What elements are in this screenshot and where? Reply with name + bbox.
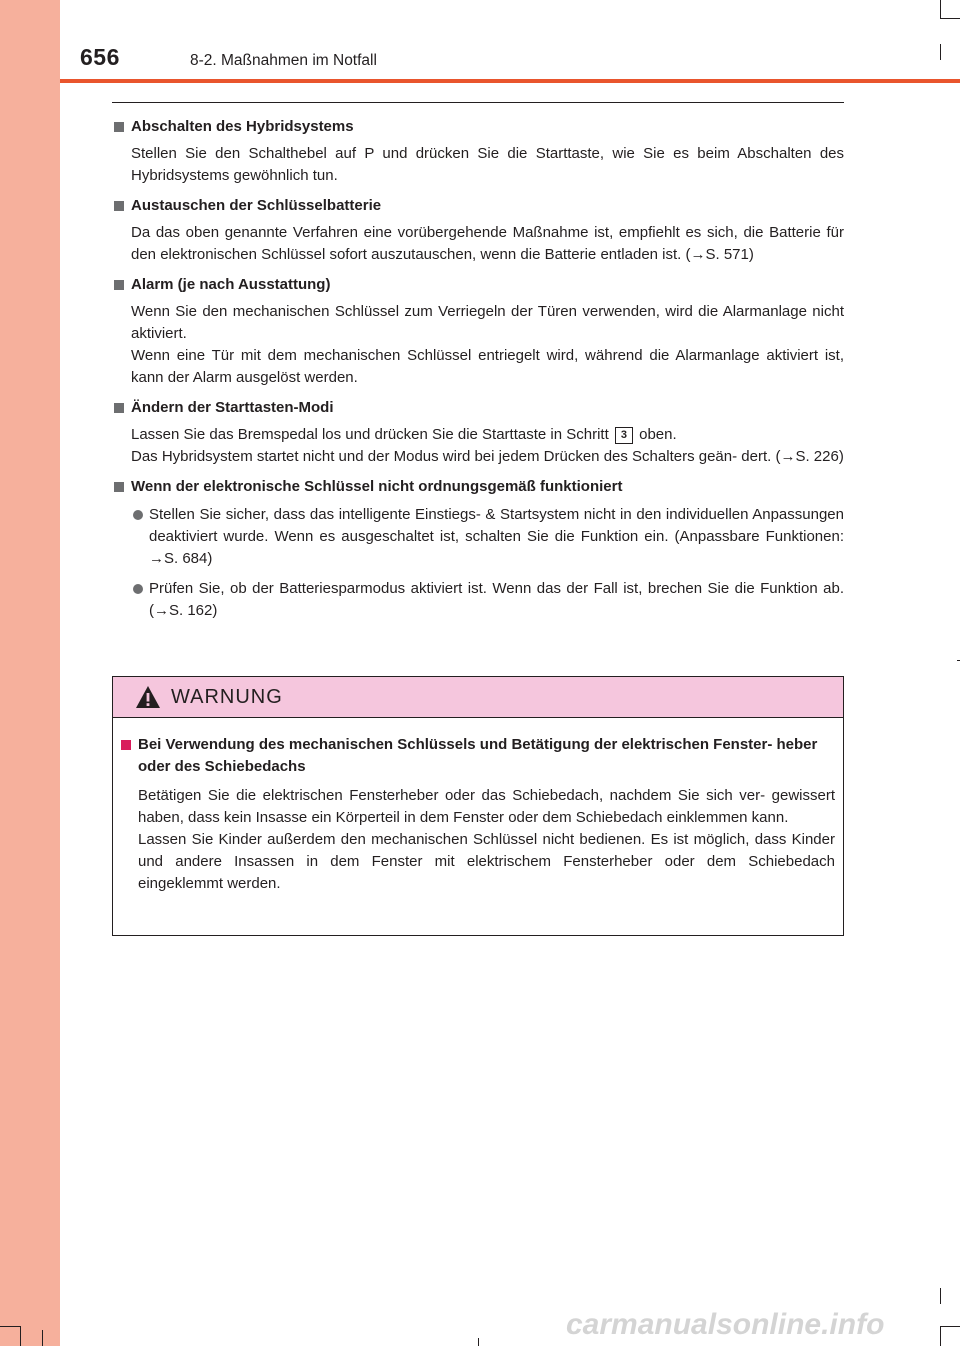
crop-mark — [0, 1326, 20, 1327]
top-divider — [112, 102, 844, 103]
crop-mark — [940, 18, 960, 19]
warning-text: Betätigen Sie die elektrischen Fensterheber oder das Schiebedach, nachdem Sie sich ver- gewissert haben, dass kein Insasse ein Körperteil in dem Fenster oder dem Schiebedach einklemmen kann. Lassen Sie Kinder außerdem den mechanischen Schlüssel nicht bedienen. Es ist möglich, dass Kinder und andere Insassen in dem Fenster mit elektrischem Fensterheber oder dem Schiebedach eingeklemmt werden. — [138, 787, 835, 892]
section-heading: Wenn der elektronische Schlüssel nicht ordnungsgemäß funktioniert — [112, 476, 844, 498]
section-title: 8-2. Maßnahmen im Notfall — [190, 52, 377, 69]
round-bullet-icon — [133, 584, 143, 594]
section-heading: Alarm (je nach Ausstattung) — [112, 274, 844, 296]
square-bullet-icon — [114, 122, 124, 132]
crop-mark — [20, 1326, 21, 1346]
warning-header — [113, 677, 843, 718]
warning-triangle-icon — [135, 685, 161, 709]
main-content — [112, 116, 844, 630]
round-bullet-icon — [133, 510, 143, 520]
crop-mark — [478, 1338, 479, 1346]
list-item: Prüfen Sie, ob der Batteriesparmodus aktiviert ist. Wenn das der Fall ist, brechen Sie die Funktion ab. (→S. 162) — [112, 578, 844, 622]
crop-mark — [940, 1326, 960, 1327]
square-bullet-icon — [114, 280, 124, 290]
square-bullet-icon — [114, 482, 124, 492]
crop-mark — [940, 1326, 941, 1346]
header-accent-bar — [60, 79, 960, 83]
section-text: Wenn Sie den mechanischen Schlüssel zum Verriegeln der Türen verwenden, wird die Alarmanlage nicht aktiviert. Wenn eine Tür mit dem mechanischen Schlüssel entriegelt wird, während die Alarmanlage aktiviert ist, kann der Alarm ausgelöst werden. — [131, 303, 844, 386]
section-text: Stellen Sie den Schalthebel auf P und drücken Sie die Starttaste, wie Sie es beim Abschalten des Hybridsystems gewöhnlich tun. — [131, 145, 844, 184]
section-key-malfunction — [112, 476, 844, 622]
square-bullet-icon — [114, 201, 124, 211]
section-heading: Austauschen der Schlüsselbatterie — [112, 195, 844, 217]
section-alarm — [112, 274, 844, 389]
section-text: Lassen Sie das Bremspedal los und drücken Sie die Starttaste in Schritt 3 oben. Das Hybridsystem startet nicht und der Modus wird bei jedem Drücken des Schalters geän- dert. (→S. 226) — [131, 426, 844, 465]
list-item: Stellen Sie sicher, dass das intelligente Einstiegs- & Startsystem nicht in den individuellen Anpassungen deaktiviert wurde. Wenn es ausgeschaltet ist, schalten Sie die Funktion ein. (Anpassbare Funktionen: →S. 684) — [112, 504, 844, 570]
warning-body — [113, 718, 843, 895]
page-side-margin — [0, 0, 60, 1346]
crop-mark — [940, 0, 941, 18]
warning-box — [112, 676, 844, 936]
warning-heading: Bei Verwendung des mechanischen Schlüssels und Betätigung der elektrischen Fenster- heber oder des Schiebedachs — [119, 734, 835, 778]
section-heading: Abschalten des Hybridsystems — [112, 116, 844, 138]
square-bullet-icon — [121, 740, 131, 750]
section-start-modes — [112, 397, 844, 468]
crop-mark — [940, 1288, 941, 1304]
step-number-badge: 3 — [615, 427, 633, 444]
crop-mark — [42, 1330, 43, 1346]
section-key-battery — [112, 195, 844, 266]
section-heading: Ändern der Starttasten-Modi — [112, 397, 844, 419]
warning-title: WARNUNG — [171, 686, 283, 708]
watermark: carmanualsonline.info — [566, 1308, 885, 1341]
square-bullet-icon — [114, 403, 124, 413]
crop-mark — [940, 44, 941, 60]
section-hybrid-shutdown — [112, 116, 844, 187]
page-number: 656 — [80, 44, 120, 70]
section-text: Da das oben genannte Verfahren eine vorübergehende Maßnahme ist, empfiehlt es sich, die Batterie für den elektronischen Schlüssel sofort auszutauschen, wenn die Batterie entladen ist. (→S. 571) — [131, 224, 844, 263]
